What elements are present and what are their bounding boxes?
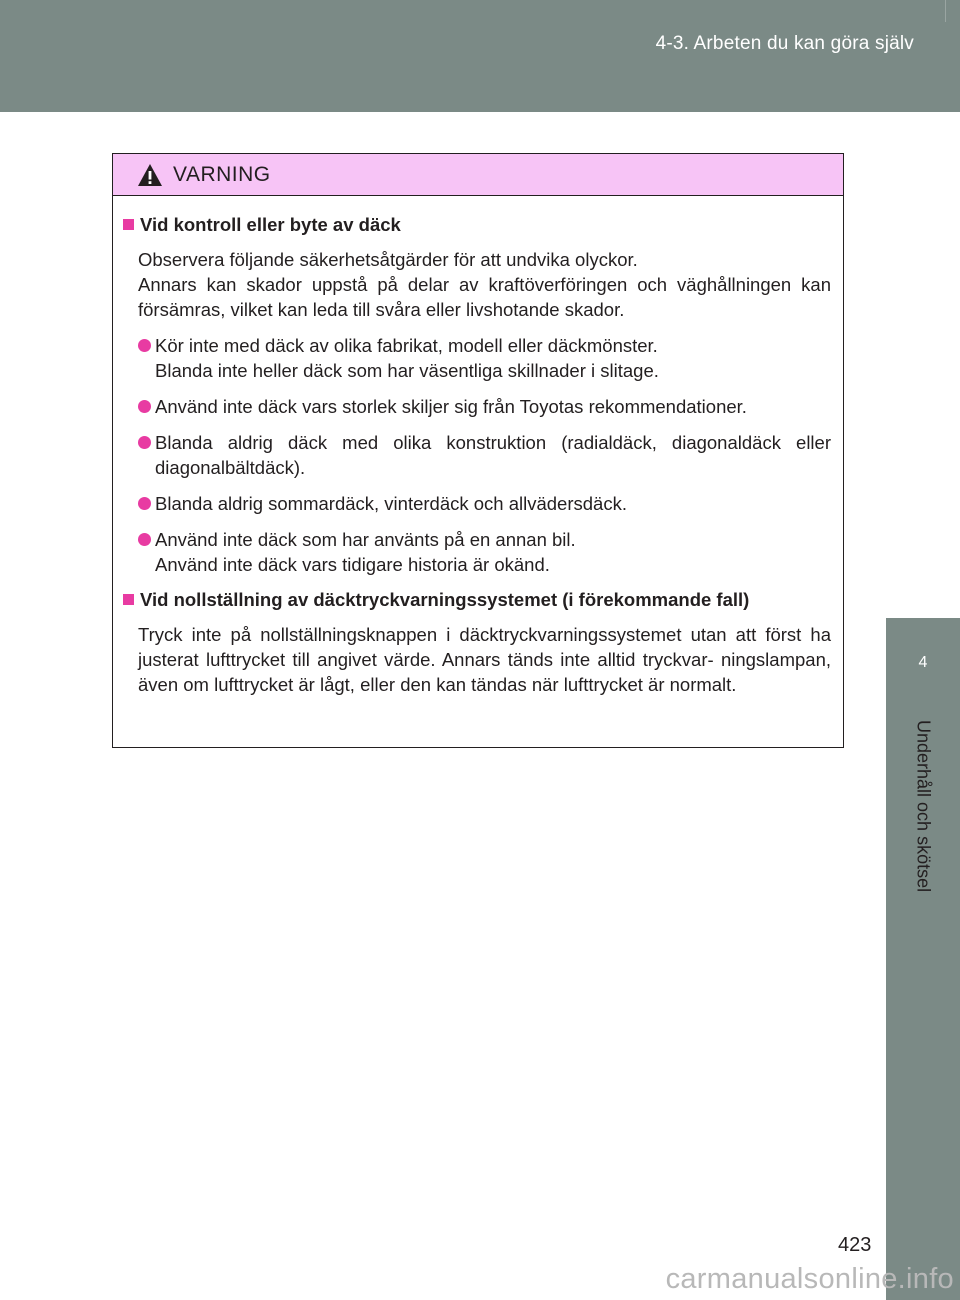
warning-header [113,154,843,196]
bullet-line: Använd inte däck vars storlek skiljer sig från Toyotas rekommendationer. [155,396,747,417]
bullet-line: Använd inte däck vars tidigare historia är okänd. [155,554,550,575]
bullet-line: Använd inte däck som har använts på en annan bil. [155,529,576,550]
round-bullet-icon [138,497,151,510]
bullet-item [123,491,831,516]
paragraph: Observera följande säkerhetsåtgärder för att undvika olyckor. [138,249,638,270]
chapter-label-container [888,720,958,920]
round-bullet-icon [138,436,151,449]
header-bar [0,0,960,112]
square-bullet-icon [123,594,134,605]
round-bullet-icon [138,533,151,546]
chapter-number: 4 [918,654,928,671]
bullet-item [123,430,831,480]
warning-title: VARNING [173,162,271,186]
bullet-line: Kör inte med däck av olika fabrikat, modell eller däckmönster. [155,335,658,356]
bullet-line: Blanda inte heller däck som har väsentliga skillnader i slitage. [155,360,659,381]
section-heading-tire-check [123,212,831,237]
paragraph: Annars kan skador uppstå på delar av kraftöverföringen och väghållningen kan försämras, vilket kan leda till svåra eller livshotande skador. [138,274,831,320]
section-heading-tpms-reset [123,587,831,612]
round-bullet-icon [138,400,151,413]
watermark: carmanualsonline.info [665,1263,954,1295]
crop-mark-top [945,0,946,22]
bullet-line: Blanda aldrig sommardäck, vinterdäck och allvädersdäck. [155,493,627,514]
bullet-line: Blanda aldrig däck med olika konstruktion (radialdäck, diagonaldäck eller diagonalbältdäck). [155,432,831,478]
warning-triangle-icon [137,163,163,187]
chapter-label: Underhåll och skötsel [913,720,934,893]
bullet-item [123,394,831,419]
page-number: 423 [838,1234,872,1256]
paragraph: Tryck inte på nollställningsknappen i däcktryckvarningssystemet utan att först ha justerat lufttrycket till angivet värde. Annars tänds inte alltid tryckvar- ningslampan, även om lufttrycket är lågt, eller den kan tändas när lufttrycket är normalt. [138,624,831,695]
square-bullet-icon [123,219,134,230]
round-bullet-icon [138,339,151,352]
warning-content [113,197,843,697]
bullet-item [123,527,831,577]
section-title: 4-3. Arbeten du kan göra själv [655,33,914,54]
heading-text: Vid kontroll eller byte av däck [140,214,401,235]
bullet-item [123,333,831,383]
heading-text: Vid nollställning av däcktryckvarningssystemet (i förekommande fall) [140,589,750,610]
warning-box [112,153,844,748]
